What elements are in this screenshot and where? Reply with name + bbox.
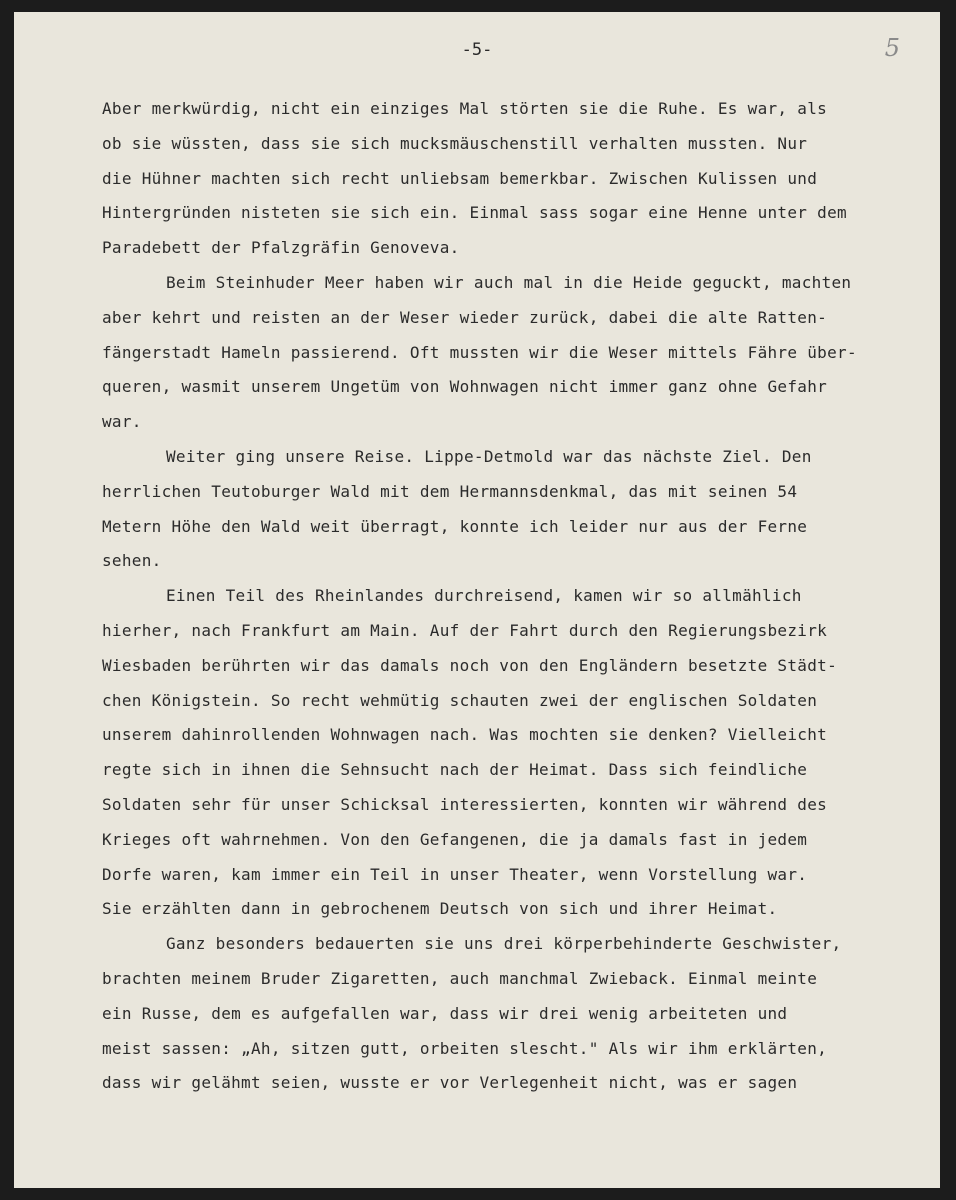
- text-line: Dorfe waren, kam immer ein Teil in unser Theater, wenn Vorstellung war.: [102, 864, 808, 884]
- text-line: sehen.: [102, 551, 162, 571]
- text-line: Wiesbaden berührten wir das damals noch von den Engländern besetzte Städt-: [102, 655, 838, 675]
- text-line: brachten meinem Bruder Zigaretten, auch manchmal Zwieback. Einmal meinte: [102, 968, 818, 988]
- text-line: regte sich in ihnen die Sehnsucht nach der Heimat. Dass sich feindliche: [102, 760, 808, 780]
- text-line: Weiter ging unsere Reise. Lippe-Detmold war das nächste Ziel. Den: [166, 446, 812, 466]
- text-line: hierher, nach Frankfurt am Main. Auf der Fahrt durch den Regierungsbezirk: [102, 620, 828, 640]
- text-line: Paradebett der Pfalzgräfin Genoveva.: [102, 238, 460, 258]
- text-line: queren, wasmit unserem Ungetüm von Wohnwagen nicht immer ganz ohne Gefahr: [102, 377, 828, 397]
- text-line: die Hühner machten sich recht unliebsam bemerkbar. Zwischen Kulissen und: [102, 168, 818, 188]
- text-line: Sie erzählten dann in gebrochenem Deutsch von sich und ihrer Heimat.: [102, 899, 778, 919]
- text-line: chen Königstein. So recht wehmütig schauten zwei der englischen Soldaten: [102, 690, 818, 710]
- text-line: Soldaten sehr für unser Schicksal interessierten, konnten wir während des: [102, 794, 828, 814]
- text-line: Hintergründen nisteten sie sich ein. Einmal sass sogar eine Henne unter dem: [102, 203, 847, 223]
- text-line: ob sie wüssten, dass sie sich mucksmäuschenstill verhalten mussten. Nur: [102, 133, 808, 153]
- document-page: [14, 12, 940, 1188]
- body-text: [102, 92, 922, 1101]
- page-number: -5-: [461, 40, 493, 60]
- handwritten-page-number: 5: [884, 34, 900, 62]
- text-line: Ganz besonders bedauerten sie uns drei körperbehinderte Geschwister,: [166, 934, 842, 954]
- text-line: war.: [102, 412, 142, 432]
- text-line: meist sassen: „Ah, sitzen gutt, orbeiten slescht." Als wir ihm erklärten,: [102, 1038, 828, 1058]
- text-line: Beim Steinhuder Meer haben wir auch mal in die Heide geguckt, machten: [166, 272, 852, 292]
- text-line: Krieges oft wahrnehmen. Von den Gefangenen, die ja damals fast in jedem: [102, 829, 808, 849]
- text-line: aber kehrt und reisten an der Weser wieder zurück, dabei die alte Ratten-: [102, 307, 828, 327]
- text-line: ein Russe, dem es aufgefallen war, dass wir drei wenig arbeiteten und: [102, 1003, 788, 1023]
- text-line: Metern Höhe den Wald weit überragt, konnte ich leider nur aus der Ferne: [102, 516, 808, 536]
- text-line: unserem dahinrollenden Wohnwagen nach. Was mochten sie denken? Vielleicht: [102, 725, 828, 745]
- text-line: fängerstadt Hameln passierend. Oft mussten wir die Weser mittels Fähre über-: [102, 342, 857, 362]
- text-line: dass wir gelähmt seien, wusste er vor Verlegenheit nicht, was er sagen: [102, 1073, 798, 1093]
- text-line: Einen Teil des Rheinlandes durchreisend, kamen wir so allmählich: [166, 586, 802, 606]
- text-line: herrlichen Teutoburger Wald mit dem Hermannsdenkmal, das mit seinen 54: [102, 481, 798, 501]
- text-line: Aber merkwürdig, nicht ein einziges Mal störten sie die Ruhe. Es war, als: [102, 99, 828, 118]
